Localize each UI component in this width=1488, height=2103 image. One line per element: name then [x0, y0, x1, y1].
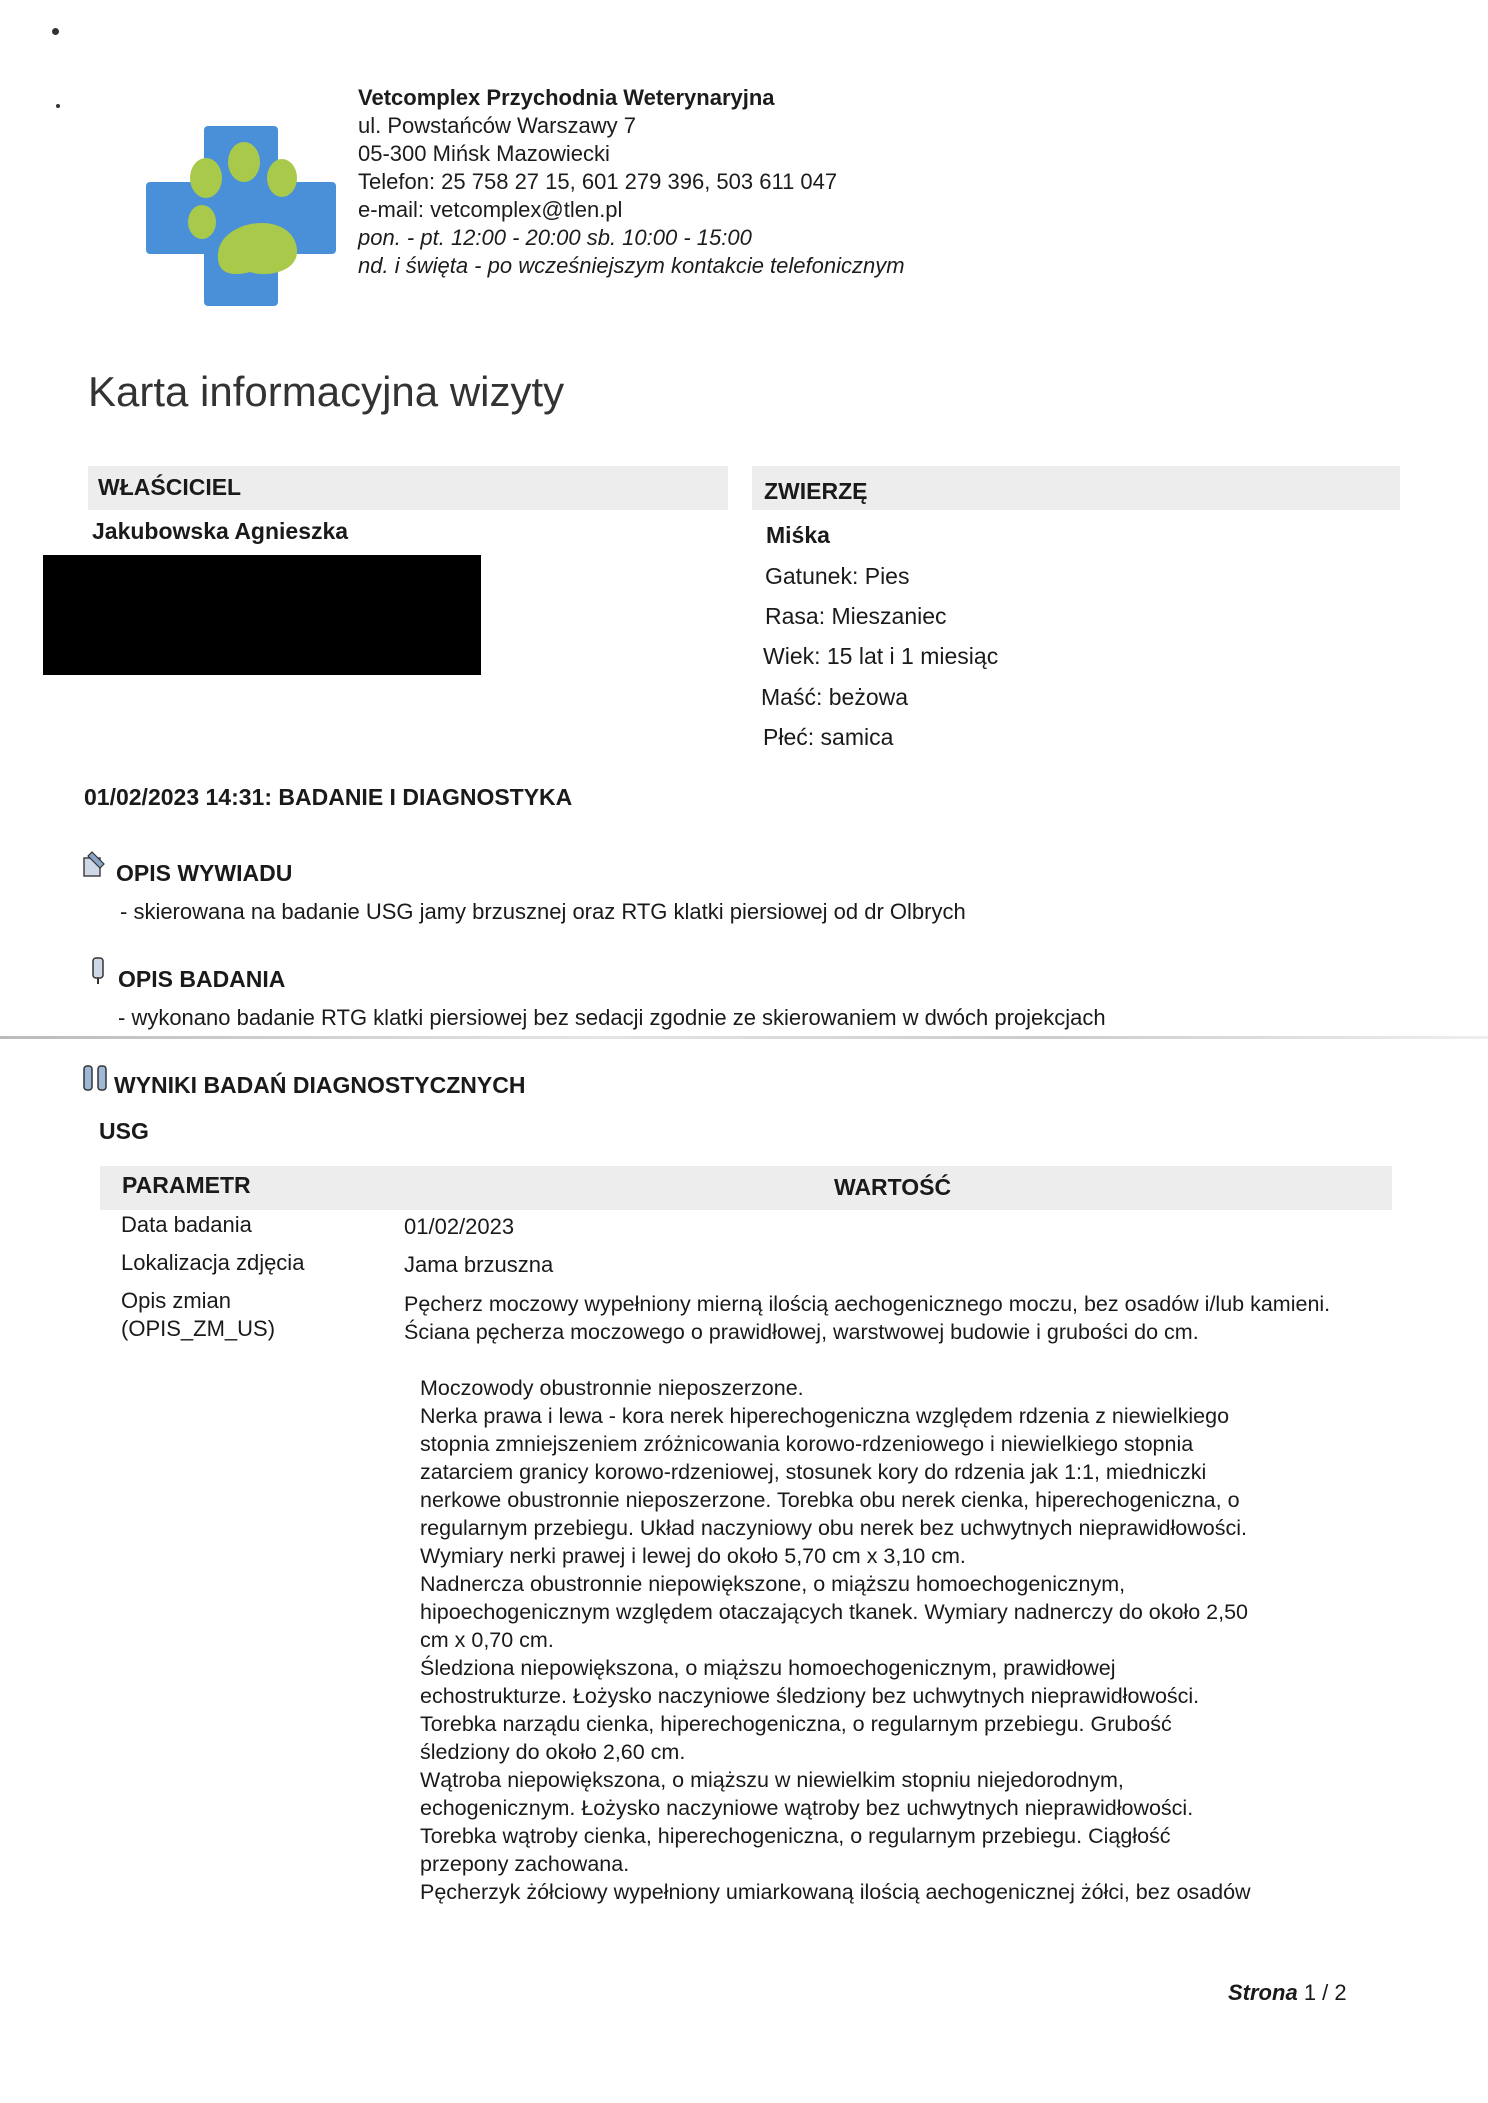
- paw-cross-icon: [146, 126, 336, 306]
- clinic-hours: pon. - pt. 12:00 - 20:00 sb. 10:00 - 15:00: [358, 225, 752, 250]
- animal-breed: Rasa: Mieszaniec: [765, 603, 947, 629]
- row-value: 01/02/2023: [404, 1214, 515, 1239]
- desc-line: zatarciem granicy korowo-rdzeniowej, stosunek kory do rdzenia jak 1:1, miedniczki: [420, 1460, 1207, 1484]
- paper-fold: [0, 1036, 1488, 1039]
- desc-line: hipoechogenicznym względem otaczających tkanek. Wymiary nadnerczy do około 2,50: [420, 1600, 1248, 1624]
- desc-line: stopnia zmniejszeniem zróżnicowania korowo-rdzeniowego i niewielkiego stopnia: [420, 1432, 1194, 1456]
- row-value: Jama brzuszna: [404, 1252, 554, 1277]
- row-param: Data badania: [121, 1212, 252, 1237]
- clinic-logo: [146, 126, 336, 306]
- desc-line: Moczowody obustronnie nieposzerzone.: [420, 1376, 804, 1400]
- page-indicator: [1228, 1980, 1347, 2006]
- desc-intro-block: [404, 1290, 1384, 1346]
- owner-heading: WŁAŚCICIEL: [98, 474, 242, 500]
- row-param: Lokalizacja zdjęcia: [121, 1250, 305, 1275]
- desc-line: Nadnercza obustronnie niepowiększone, o miąższu homoechogenicznym,: [420, 1572, 1126, 1596]
- desc-line: Torebka wątroby cienka, hiperechogeniczna, o regularnym przebiegu. Ciągłość: [420, 1824, 1171, 1848]
- desc-line: nerkowe obustronnie nieposzerzone. Torebka obu nerek cienka, hiperechogeniczna, o: [420, 1488, 1240, 1512]
- desc-intro: Pęcherz moczowy wypełniony mierną ilością aechogenicznego moczu, bez osadów i/lub kamieni. Ściana pęcherza moczowego o prawidłowej, warstwowej budowie i grubości do cm.: [404, 1292, 1331, 1344]
- scan-dot: [56, 104, 60, 108]
- desc-line: Śledziona niepowiększona, o miąższu homoechogenicznym, prawidłowej: [420, 1656, 1116, 1680]
- desc-line: Pęcherzyk żółciowy wypełniony umiarkowaną ilością aechogenicznej żółci, bez osadów: [420, 1880, 1251, 1904]
- scan-dot: [52, 28, 59, 35]
- desc-line: śledziony do około 2,60 cm.: [420, 1740, 686, 1764]
- animal-name: Miśka: [766, 522, 830, 548]
- desc-lines: [420, 1374, 1390, 1906]
- clinic-email: e-mail: vetcomplex@tlen.pl: [358, 197, 623, 222]
- desc-line: regularnym przebiegu. Układ naczyniowy obu nerek bez uchwytnych nieprawidłowości.: [420, 1516, 1247, 1540]
- results-heading: WYNIKI BADAŃ DIAGNOSTYCZNYCH: [114, 1072, 526, 1098]
- col-header-param: PARAMETR: [122, 1172, 251, 1198]
- results-subheading: USG: [99, 1118, 149, 1144]
- desc-param-code: (OPIS_ZM_US): [121, 1316, 276, 1341]
- page-label: Strona: [1228, 1980, 1298, 2005]
- exam-heading: OPIS BADANIA: [118, 966, 286, 992]
- animal-species: Gatunek: Pies: [765, 563, 910, 589]
- desc-line: przepony zachowana.: [420, 1852, 630, 1876]
- col-header-value: WARTOŚĆ: [834, 1174, 952, 1200]
- redacted-block: [43, 555, 481, 675]
- visit-heading: 01/02/2023 14:31: BADANIE I DIAGNOSTYKA: [84, 784, 573, 810]
- clinic-street: ul. Powstańców Warszawy 7: [358, 113, 636, 138]
- interview-text: - skierowana na badanie USG jamy brzusznej oraz RTG klatki piersiowej od dr Olbrych: [120, 899, 966, 924]
- results-table-header: [100, 1166, 1392, 1210]
- desc-param-label: Opis zmian: [121, 1288, 232, 1313]
- exam-text: - wykonano badanie RTG klatki piersiowej bez sedacji zgodnie ze skierowaniem w dwóch projekcjach: [118, 1005, 1106, 1030]
- owner-name: Jakubowska Agnieszka: [92, 518, 349, 544]
- desc-line: echostrukturze. Łożysko naczyniowe śledziony bez uchwytnych nieprawidłowości.: [420, 1684, 1200, 1708]
- animal-color: Maść: beżowa: [761, 684, 909, 710]
- exam-icon: [88, 956, 108, 986]
- animal-heading: ZWIERZĘ: [764, 478, 868, 504]
- page-number: 1 / 2: [1303, 1980, 1347, 2005]
- interview-heading: OPIS WYWIADU: [116, 860, 293, 886]
- clinic-city: 05-300 Mińsk Mazowiecki: [358, 141, 610, 166]
- desc-line: Nerka prawa i lewa - kora nerek hiperechogeniczna względem rdzenia z niewielkiego: [420, 1404, 1230, 1428]
- page-title: Karta informacyjna wizyty: [88, 368, 565, 415]
- animal-age: Wiek: 15 lat i 1 miesiąc: [763, 643, 999, 669]
- clinic-holidays: nd. i święta - po wcześniejszym kontakcie telefonicznym: [358, 253, 905, 278]
- desc-line: Wymiary nerki prawej i lewej do około 5,70 cm x 3,10 cm.: [420, 1544, 966, 1568]
- results-icon: [82, 1064, 108, 1094]
- desc-line: echogenicznym. Łożysko naczyniowe wątroby bez uchwytnych nieprawidłowości.: [420, 1796, 1194, 1820]
- desc-line: Torebka narządu cienka, hiperechogeniczna, o regularnym przebiegu. Grubość: [420, 1712, 1172, 1736]
- animal-sex: Płeć: samica: [763, 724, 894, 750]
- interview-icon: [82, 848, 108, 878]
- clinic-phone: Telefon: 25 758 27 15, 601 279 396, 503 611 047: [358, 169, 838, 194]
- desc-line: Wątroba niepowiększona, o miąższu w niewielkim stopniu niejedorodnym,: [420, 1768, 1124, 1792]
- clinic-name: Vetcomplex Przychodnia Weterynaryjna: [358, 85, 775, 110]
- desc-line: cm x 0,70 cm.: [420, 1628, 554, 1652]
